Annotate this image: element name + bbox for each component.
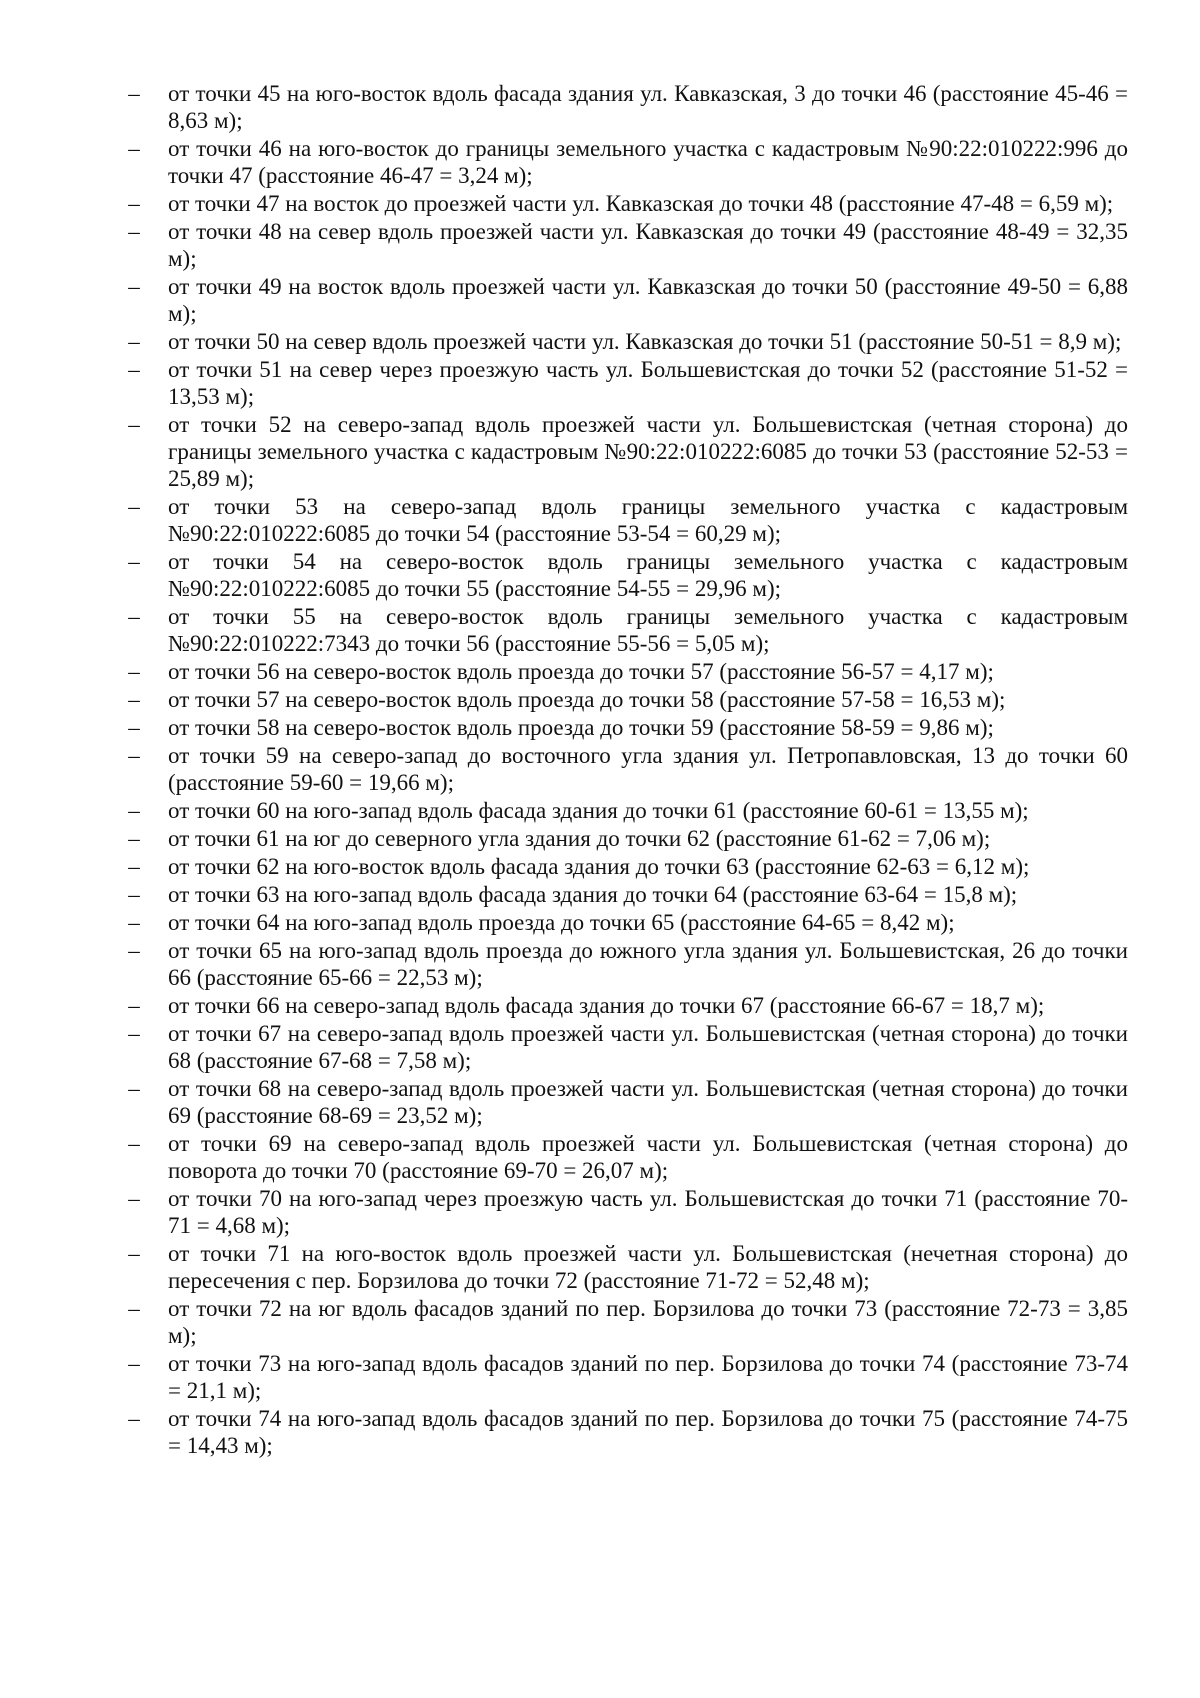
list-item-text: от точки 70 на юго-запад через проезжую часть ул. Большевистская до точки 71 (расстояние 70-71 = 4,68 м); (168, 1186, 1128, 1238)
bullet-dash: – (128, 219, 140, 244)
list-item (0, 548, 1128, 602)
list-item (0, 686, 1128, 713)
list-item (0, 1240, 1128, 1294)
list-item-text: от точки 45 на юго-восток вдоль фасада здания ул. Кавказская, 3 до точки 46 (расстояние 45-46 = 8,63 м); (168, 81, 1128, 133)
list-item (0, 937, 1128, 991)
list-item-text: от точки 61 на юг до северного угла здания до точки 62 (расстояние 61-62 = 7,06 м); (168, 826, 991, 851)
list-item-text: от точки 67 на северо-запад вдоль проезжей части ул. Большевистская (четная сторона) до точки 68 (расстояние 67-68 = 7,58 м); (168, 1021, 1128, 1073)
list-item-text: от точки 50 на север вдоль проезжей части ул. Кавказская до точки 51 (расстояние 50-51 = 8,9 м); (168, 329, 1122, 354)
bullet-dash: – (128, 1296, 140, 1321)
bullet-dash: – (128, 993, 140, 1018)
list-item-text: от точки 68 на северо-запад вдоль проезжей части ул. Большевистская (четная сторона) до точки 69 (расстояние 68-69 = 23,52 м); (168, 1076, 1128, 1128)
list-item (0, 742, 1128, 796)
bullet-dash: – (128, 854, 140, 879)
bullet-dash: – (128, 1076, 140, 1101)
bullet-dash: – (128, 1186, 140, 1211)
list-item-text: от точки 57 на северо-восток вдоль проезда до точки 58 (расстояние 57-58 = 16,53 м); (168, 687, 1006, 712)
list-item (0, 1185, 1128, 1239)
list-item (0, 493, 1128, 547)
bullet-dash: – (128, 659, 140, 684)
bullet-dash: – (128, 910, 140, 935)
bullet-dash: – (128, 1021, 140, 1046)
list-item-text: от точки 49 на восток вдоль проезжей части ул. Кавказская до точки 50 (расстояние 49-50 = 6,88 м); (168, 274, 1128, 326)
bullet-dash: – (128, 1241, 140, 1266)
list-item-text: от точки 51 на север через проезжую часть ул. Большевистская до точки 52 (расстояние 51-52 = 13,53 м); (168, 357, 1128, 409)
list-item-text: от точки 64 на юго-запад вдоль проезда до точки 65 (расстояние 64-65 = 8,42 м); (168, 910, 955, 935)
list-item (0, 80, 1128, 134)
bullet-dash: – (128, 715, 140, 740)
list-item (0, 1075, 1128, 1129)
list-item (0, 825, 1128, 852)
list-item (0, 411, 1128, 492)
bullet-dash: – (128, 743, 140, 768)
list-item (0, 356, 1128, 410)
bullet-dash: – (128, 604, 140, 629)
list-item (0, 992, 1128, 1019)
list-item (0, 1130, 1128, 1184)
list-item (0, 909, 1128, 936)
bullet-dash: – (128, 882, 140, 907)
list-item-text: от точки 54 на северо-восток вдоль границы земельного участка с кадастровым №90:22:010222:6085 до точки 55 (расстояние 54-55 = 29,96 м); (168, 549, 1128, 601)
list-item (0, 658, 1128, 685)
bullet-dash: – (128, 494, 140, 519)
list-item-text: от точки 71 на юго-восток вдоль проезжей части ул. Большевистская (нечетная сторона) до пересечения с пер. Борзилова до точки 72 (расстояние 71-72 = 52,48 м); (168, 1241, 1128, 1293)
list-item (0, 1350, 1128, 1404)
list-item-text: от точки 60 на юго-запад вдоль фасада здания до точки 61 (расстояние 60-61 = 13,55 м); (168, 798, 1029, 823)
bullet-dash: – (128, 687, 140, 712)
list-item (0, 881, 1128, 908)
list-item-text: от точки 66 на северо-запад вдоль фасада здания до точки 67 (расстояние 66-67 = 18,7 м); (168, 993, 1045, 1018)
list-item (0, 1405, 1128, 1459)
bullet-dash: – (128, 191, 140, 216)
bullet-dash: – (128, 549, 140, 574)
list-item-text: от точки 48 на север вдоль проезжей части ул. Кавказская до точки 49 (расстояние 48-49 = 32,35 м); (168, 219, 1128, 271)
list-item-text: от точки 74 на юго-запад вдоль фасадов зданий по пер. Борзилова до точки 75 (расстояние 74-75 = 14,43 м); (168, 1406, 1128, 1458)
bullet-dash: – (128, 1351, 140, 1376)
bullet-dash: – (128, 938, 140, 963)
boundary-point-list (0, 80, 1200, 1460)
list-item-text: от точки 52 на северо-запад вдоль проезжей части ул. Большевистская (четная сторона) до границы земельного участка с кадастровым №90:22:010222:6085 до точки 53 (расстояние 52-53 = 25,89 м); (168, 412, 1128, 491)
bullet-dash: – (128, 412, 140, 437)
list-item (0, 1295, 1128, 1349)
bullet-dash: – (128, 798, 140, 823)
list-item (0, 328, 1128, 355)
list-item-text: от точки 46 на юго-восток до границы земельного участка с кадастровым №90:22:010222:996 до точки 47 (расстояние 46-47 = 3,24 м); (168, 136, 1128, 188)
bullet-dash: – (128, 274, 140, 299)
list-item (0, 853, 1128, 880)
bullet-dash: – (128, 81, 140, 106)
bullet-dash: – (128, 1406, 140, 1431)
bullet-dash: – (128, 1131, 140, 1156)
bullet-dash: – (128, 826, 140, 851)
bullet-dash: – (128, 136, 140, 161)
list-item (0, 714, 1128, 741)
list-item-text: от точки 63 на юго-запад вдоль фасада здания до точки 64 (расстояние 63-64 = 15,8 м); (168, 882, 1018, 907)
list-item (0, 603, 1128, 657)
list-item-text: от точки 55 на северо-восток вдоль границы земельного участка с кадастровым №90:22:010222:7343 до точки 56 (расстояние 55-56 = 5,05 м); (168, 604, 1128, 656)
list-item (0, 218, 1128, 272)
list-item-text: от точки 59 на северо-запад до восточного угла здания ул. Петропавловская, 13 до точки 60 (расстояние 59-60 = 19,66 м); (168, 743, 1128, 795)
list-item-text: от точки 72 на юг вдоль фасадов зданий по пер. Борзилова до точки 73 (расстояние 72-73 = 3,85 м); (168, 1296, 1128, 1348)
list-item (0, 273, 1128, 327)
list-item-text: от точки 56 на северо-восток вдоль проезда до точки 57 (расстояние 56-57 = 4,17 м); (168, 659, 994, 684)
list-item (0, 797, 1128, 824)
list-item-text: от точки 58 на северо-восток вдоль проезда до точки 59 (расстояние 58-59 = 9,86 м); (168, 715, 994, 740)
list-item-text: от точки 65 на юго-запад вдоль проезда до южного угла здания ул. Большевистская, 26 до точки 66 (расстояние 65-66 = 22,53 м); (168, 938, 1128, 990)
list-item-text: от точки 47 на восток до проезжей части ул. Кавказская до точки 48 (расстояние 47-48 = 6,59 м); (168, 191, 1114, 216)
list-item-text: от точки 69 на северо-запад вдоль проезжей части ул. Большевистская (четная сторона) до поворота до точки 70 (расстояние 69-70 = 26,07 м); (168, 1131, 1128, 1183)
bullet-dash: – (128, 357, 140, 382)
list-item (0, 190, 1128, 217)
list-item-text: от точки 53 на северо-запад вдоль границы земельного участка с кадастровым №90:22:010222:6085 до точки 54 (расстояние 53-54 = 60,29 м); (168, 494, 1128, 546)
bullet-dash: – (128, 329, 140, 354)
list-item (0, 1020, 1128, 1074)
list-item-text: от точки 62 на юго-восток вдоль фасада здания до точки 63 (расстояние 62-63 = 6,12 м); (168, 854, 1030, 879)
list-item (0, 135, 1128, 189)
list-item-text: от точки 73 на юго-запад вдоль фасадов зданий по пер. Борзилова до точки 74 (расстояние 73-74 = 21,1 м); (168, 1351, 1128, 1403)
